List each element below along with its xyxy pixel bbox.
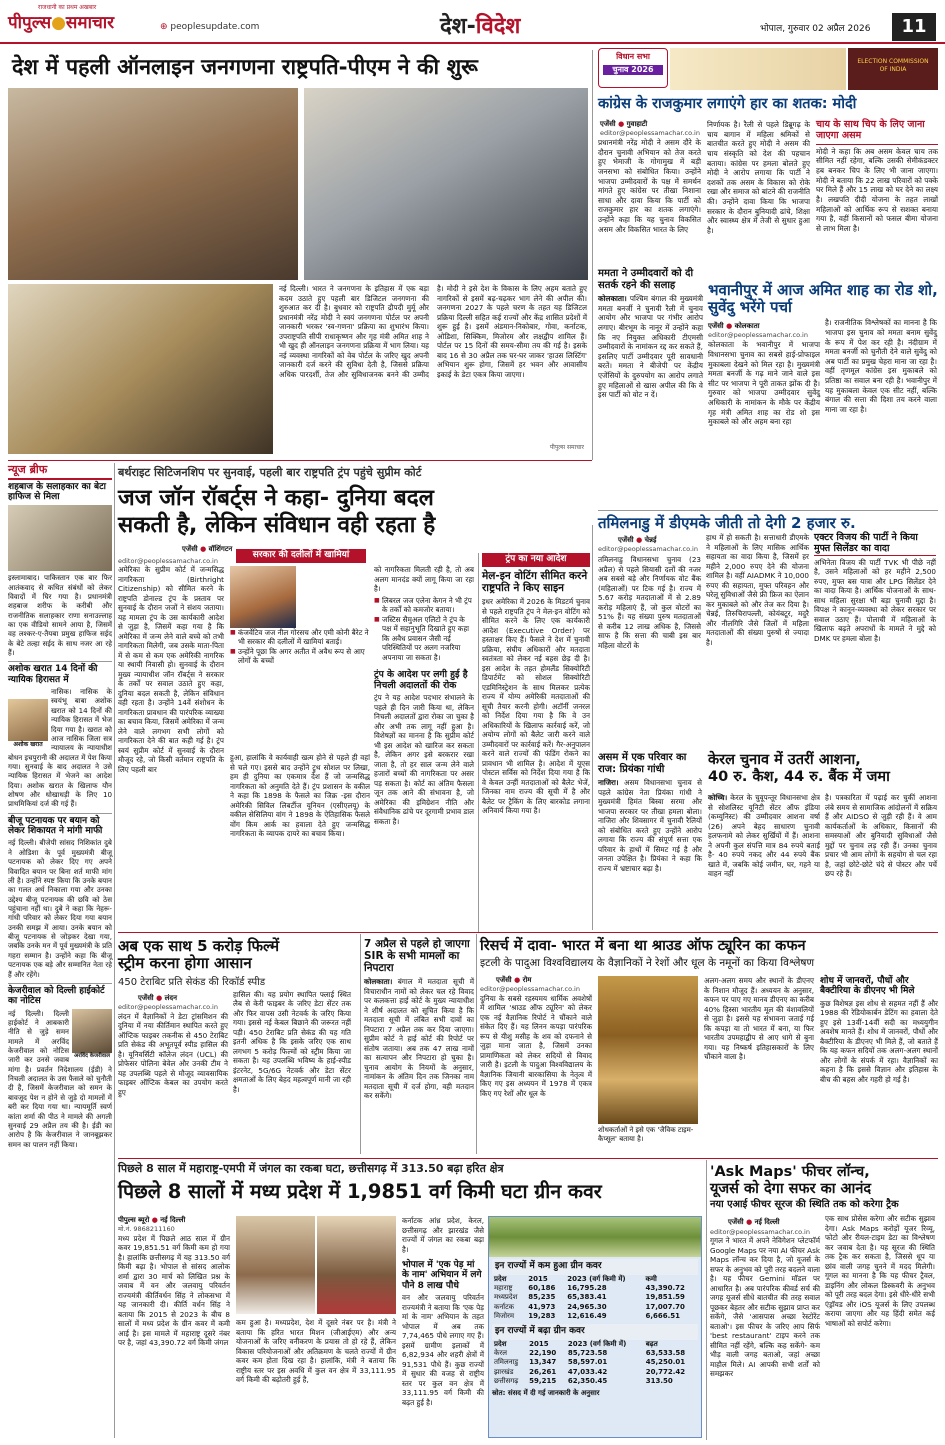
court-col1-text: अमेरिका के सुप्रीम कोर्ट में जन्मसिद्ध नागरिकता (Birthright Citizenship) को सीमित करने के राष्ट्रपति डोनाल्ड ट्रंप के प्रस्ताव पर सुनवाई के दौरान जजों ने संशय जताया। यह मामला ट्रंप के उस कार्यकारी आदेश से जुड़ा है, जिसमें कहा गया है कि अमेरिका में जन्म लेने वाले बच्चे को तभी नागरिकता मिलेगी, जब उसके माता-पिता में से कम से कम एक अमेरिकी नागरिक या स्थायी निवासी हो। सुनवाई के दौरान मुख्य न्यायाधीश जॉन रॉबर्ट्स ने सरकार के तर्कों पर सवाल उठाते हुए कहा, दुनिया बदल सकती है, लेकिन संविधान वही रहता है। उन्होंने 14वें संशोधन के नागरिकता प्रावधान की पारंपरिक व्याख्या का बचाव किया, जिसमें अमेरिका में जन्म लेने वाले लगभग सभी लोगों को नागरिकता देने की बात कही गई है। ट्रंप स्वयं सुप्रीम कोर्ट में सुनवाई के दौरान मौजूद रहे, जो किसी वर्तमान राष्ट्रपति के लिए पहली बार [118,565,224,774]
column-divider [478,553,479,933]
mailin-story [482,553,590,816]
location-pin-icon: ● [514,976,521,984]
modi-side-text: मोदी ने कहा कि अब असम केवल चाय तक सीमित नहीं रहेगा, बल्कि उसकी सेमीकंडक्टर हब बनकर चिप के लिए भी जाना जाएगा। मोदी ने बताया कि 22 लाख परिवारों को पक्के घर मिले हैं और 15 लाख को घर देने का लक्ष्य है। लखपति दीदी योजना के तहत लाखों महिलाओं को आर्थिक रूप से सशक्त बनाया गया है, वहीं किसानों को फसल बीमा योजना से लाभ मिला है। [816,146,938,233]
brief-s3-text: नई दिल्ली। बीजेपी सांसद निशिकांत दुबे ने ओडिशा के पूर्व मुख्यमंत्री बीजू पटनायक को लेकर दिए गए अपने विवादित बयान पर बिना शर्त माफी मांग ली है। उन्होंने स्पष्ट किया कि उनके बयान का गलत अर्थ निकाला गया और उनका उद्देश्य बीजू पटनायक की छवि को ठेस पहुंचाना नहीं था। दुबे ने कहा कि नेहरू-गांधी परिवार को लेकर दिया गया बयान उनकी समझ में आया। उनके बयान को बीजू पटनायक से जोड़कर देखा गया, जबकि उनके मन में पूर्व मुख्यमंत्री के प्रति गहरा सम्मान है। उन्होंने कहा कि बीजू पटनायक एक बड़े और सम्मानित नेता रहे हैं और रहेंगे। [8,838,112,979]
shroud-email: editor@peoplessamachar.co.in [480,985,580,994]
section-title-a: देश- [440,14,476,39]
table-cell: 313.50 [645,1376,673,1385]
shroud-side-text: कुछ विशेषज्ञ इस शोध से सहमत नहीं हैं और 1988 की रेडियोकार्बन डेटिंग का हवाला देते हुए इसे 13वीं-14वीं सदी का मध्ययुगीन अवशेष मानते हैं। शोध में जानवरों, पौधों और बैक्टीरिया के डीएनए भी मिले हैं, जो बताते हैं कि यह कफन सदियों तक अलग-अलग स्थानों और लोगों के संपर्क में रहा। वैज्ञानिकों का कहना है कि इससे विज्ञान और इतिहास के बीच की बहस और गहरी हो गई है। [820,998,938,1084]
court-place: वॉशिंगटन [208,545,233,553]
horizontal-rule [118,1158,938,1159]
census-caption-text: नई दिल्ली। भारत ने जनगणना के इतिहास में एक बड़ा कदम उठाते हुए पहली बार डिजिटल जनगणना की शुरुआत कर दी है। बुधवार को राष्ट्रपति द्रौपदी मुर्मू और प्रधानमंत्री नरेंद्र मोदी ने स्वयं जनगणना पोर्टल पर अपनी जानकारी भरकर 'स्व-गणना' प्रक्रिया का शुभारंभ किया। उपराष्ट्रपति सीपी राधाकृष्णन और गृह मंत्री अमित शाह ने भी खुद ही ऑनलाइन जनगणना प्रक्रिया में भाग लिया। यह नई व्यवस्था नागरिकों को वेब पोर्टल के जरिए खुद अपनी जानकारी दर्ज करने की सुविधा देती है, जिससे प्रक्रिया अधिक पारदर्शी, तेज और सुविधाजनक बनने की उम्मीद है। मोदी ने इसे देश के विकास के लिए अहम बताते हुए नागरिकों से इसमें बढ़-चढ़कर भाग लेने की अपील की। जनगणना 2027 के पहले चरण के तहत यह डिजिटल प्रक्रिया दिल्ली सहित कई राज्यों और केंद्र शासित प्रदेशों में शुरू हुई है। इसमें अंडमान-निकोबार, गोवा, कर्नाटक, ओडिशा, सिक्किम, मिजोरम और लक्षद्वीप शामिल हैं। पोर्टल पर 15 दिनों की समय-सीमा तय की गई है। इसके बाद 16 से 30 अप्रैल तक घर-घर जाकर 'हाउस लिस्टिंग' अभियान शुरू होगा, जिसमें हर भवन और आवासीय इकाई के डेटा एकत्र किया जाएगा। [279,284,587,379]
green-place: नई दिल्ली [160,1216,186,1224]
shah-email: editor@peoplessamachar.co.in [708,330,808,339]
ott-headline [118,938,354,973]
tn-side-box [814,533,936,650]
column-divider [706,1160,707,1440]
election-tag-line1: विधान सभा [616,52,650,61]
news-brief-label: न्यूज ब्रीफ [8,463,112,480]
brief-s3-head: बीजू पटनायक पर बयान को लेकर शिकायत ने मांगी माफी [8,813,112,837]
green-subhead: भोपाल में 'एक पेड़ मां के नाम' अभियान में लगे पौने 8 लाख पौधे [402,1260,482,1291]
shroud-agency: एजेंसी [496,976,512,984]
green-kicker: पिछले 8 साल में महाराष्ट्र-एमपी में जंगल का रकबा घटा, छत्तीसगढ़ में 313.50 बढ़ा हरित क्षेत्र [118,1162,504,1175]
green-mobile: मो.नं. 9868211160 [118,1225,175,1234]
section-title [440,12,520,41]
column-divider [592,50,593,460]
court-story [118,463,590,933]
table-row [492,1368,698,1377]
shroud-place: रोम [522,976,532,984]
logo-part2: समाचार [65,12,115,33]
census-caption [279,284,587,444]
green-story [118,1160,702,1442]
table-cell: 19,851.59 [645,1293,685,1302]
shroud-subhead: इटली के पादुआ विश्वविद्यालय के वैज्ञानिकों ने रेशों और धूल के नमूनों का किया विश्लेषण [480,956,815,969]
column-divider [476,934,477,1154]
ott-email: editor@peoplessamachar.co.in [118,1002,218,1011]
brief-s2-photo[interactable] [8,699,48,749]
priyanka-place: नाजिरा। [598,778,619,787]
table-header-cell: 2023 (वर्ग किमी में) [567,1274,626,1283]
court-box-bullet-2: ■ उन्होंने पूछा कि अगर अतीत में अवैध रूप से आए लोगों के बच्चों [230,647,370,666]
table-header-cell: प्रदेश [494,1339,507,1348]
table-cell: महाराष्ट्र [494,1284,513,1293]
table-cell: 60,186 [528,1284,556,1293]
ott-place: लंदन [164,993,177,1002]
census-headline: देश में पहली ऑनलाइन जनगणना राष्ट्रपति-पीएम ने की शुरू [12,55,478,80]
court-col2-text: हुआ, हालांकि वे कार्यवाही खत्म होने से पहले ही वहां से चले गए। इससे बाद उन्होंने ट्रुथ सोशल पर लिखा, हम ही दुनिया का एकमात्र देश हैं जो जन्मसिद्ध नागरिकता को अनुमति देते हैं। ट्रंप प्रशासन के वकील ने कहा कि 1898 के फैसले का जिक्र -इस दौरान अमेरिकी सिविल लिबर्टीज यूनियन (एसीएलयू) के वकील सेसिलिया वांग ने 1898 के ऐतिहासिक फैसले वोंग किम आर्क का हवाला देते हुए जन्मसिद्ध नागरिकता के व्यापक दायरे का बचाव किया। [230,753,370,838]
green-col3: कर्नाटक आंध्र प्रदेश, केरल, छत्तीसगढ़ और झारखंड जैसे राज्यों में जंगल का रकबा बढ़ा है। [402,1216,484,1254]
mailin-headline: मेल-इन वोटिंग सीमित करने राष्ट्रपति ने किए साइन [482,569,588,594]
brief-s2-body [8,687,112,809]
ott-story [118,934,354,1156]
maps-agency: एजेंसी [728,1218,744,1227]
tn-story [598,510,938,755]
mamata-place: कोलकाता। [598,294,627,303]
tn-headline: तमिलनाडु में डीएमके जीती तो देगी 2 हजार रु. [598,514,856,532]
newspaper-logo[interactable] [8,4,158,38]
census-photo-credit: पीपुल्स समाचार [549,444,584,451]
table-cell: कर्नाटक [494,1302,514,1311]
court-box-bullet-3: ■ लिबरल जज एलेना केगन ने भी ट्रंप के तर्कों को कमजोर बताया। [374,596,474,615]
green-table-decrease [492,1275,698,1321]
modi-byline [600,120,647,129]
table-cell: 58,597.01 [567,1358,608,1367]
green-subtext: वन और जलवायु परिवर्तन राज्यमंत्री ने बताया कि 'एक पेड़ मां के नाम' अभियान के तहत भोपाल में अब तक 7,74,465 पौधे लगाए गए हैं। इसमें ग्रामीण इलाकों में 6,82,934 और शहरी क्षेत्रों में 91,531 पौधे हैं। कुछ राज्यों में सुधार की वजह से राष्ट्रीय स्तर पर कुल वन क्षेत्र में 33,111.95 वर्ग किमी की बढ़त हुई है। [402,1293,484,1407]
shroud-col1: दुनिया के सबसे रहस्यमय धार्मिक अवशेषों में शामिल 'श्राउड ऑफ ट्यूरिन' को लेकर एक नई वैज्ञानिक रिपोर्ट ने चौंकाने वाले संकेत दिए हैं। यह लिनन कपड़ा पारंपरिक रूप से यीशु मसीह के शव को दफनाने से जुड़ा माना जाता है, जिसमें उनका प्रामाणिकता को लेकर सदियों से विवाद जारी है। इटली के पादुआ विश्वविद्यालय के वैज्ञानिक जियानी बारकासिया के नेतृत्व में किए गए इस अध्ययन में 1978 में एकत्र किए गए रेशों और धूल के [480,993,592,1098]
modi-side-head: चाय के साथ चिप के लिए जाना जाएगा असम [816,120,938,145]
website-link[interactable] [160,22,259,34]
table-header-cell: 2023 (वर्ग किमी में) [567,1339,627,1348]
green-byline [118,1216,230,1225]
table-cell: 26,261 [529,1367,557,1376]
green-photos [236,1216,396,1314]
kerala-col1 [708,793,820,879]
table-cell: 85,723.58 [567,1349,608,1358]
brief-s2-photo-name: अशोक खरात [13,741,43,749]
green-table2-title: इन राज्यों में बढ़ा ग्रीन कवर [492,1324,698,1340]
brief-s4-photo[interactable] [72,1009,112,1060]
court-subhead: ट्रंप के आदेश पर लगी हुई है निचली अदालतों की रोक [374,669,468,691]
shroud-story [480,934,938,1156]
court-agency: एजेंसी [182,545,198,553]
table-cell: 19,283 [528,1311,556,1320]
table-row [492,1358,698,1367]
brief-s1-head: शहबाज के सलाहकार का बेटा हाफिज से मिला [8,481,106,502]
sir-text [364,977,474,1101]
maps-story [710,1160,938,1442]
logo-separator-icon: ● [51,12,66,33]
table-header-row [492,1275,698,1284]
brief-s1-photo[interactable] [8,505,112,571]
table-cell: झारखंड [494,1367,514,1376]
green-photo-minister-2[interactable] [317,1216,396,1314]
mamata-headline: ममता ने उम्मीदवारों को दी सतर्क रहने की सलाह [598,268,694,291]
ott-headline-line2: स्ट्रीम करना होगा आसान [118,954,252,973]
mamata-text [598,294,703,400]
tn-place: चेन्नई [644,536,657,545]
ott-col2: हासिल की। यह प्रयोग स्थापित फ्लाई स्थित लैब से केरी फाइबर के जरिए डेटा सेंटर तक और फिर वापस उसी नेटवर्क के जरिए किया गया। इससे नई केबल बिछाने की जरूरत नहीं पड़ी। 450 टेराबिट प्रति सेकंड की यह गति इतनी अधिक है कि इसके जरिए एक साथ लगभग 5 करोड़ फिल्मों को स्ट्रीम किया जा सकता है। यह उपलब्धि भविष्य के हाई-स्पीड इंटरनेट, 5G/6G नेटवर्क और डेटा सेंटर क्षमताओं के लिए बेहद महत्वपूर्ण मानी जा रही है। [233,989,351,1094]
kerala-place: कोच्चि। [708,793,728,803]
column-divider [360,934,361,1154]
banner-line2: OF INDIA [879,66,907,74]
maps-email: editor@peoplessamachar.co.in [710,1227,810,1236]
mailin-text: इधर अमेरिका में 2026 के मिडटर्म चुनाव से पहले राष्ट्रपति ट्रंप ने मेल-इन वोटिंग को सीमित करने के लिए एक कार्यकारी आदेश (Executive Order) पर हस्ताक्षर किए हैं। फैसले ने देश में चुनावी प्रक्रिया, संघीय अधिकारों और मतदाता स्वतंत्रता को लेकर नई बहस छेड़ दी है। इस आदेश के तहत होमलैंड सिक्योरिटी डिपार्टमेंट को सोशल सिक्योरिटी एडमिनिस्ट्रेशन के साथ मिलकर प्रत्येक राज्य में योग्य अमेरिकी मतदाताओं की सूची तैयार करनी होगी। अटॉर्नी जनरल को निर्देश दिया गया है कि वे उन अधिकारियों के खिलाफ कार्रवाई करें, जो अयोग्य लोगों को बैलेट जारी करने वाले उम्मीदवारों पर कार्रवाई करें। गैर-अनुपालन करने वाले राज्यों की फंडिंग रोकने का प्रावधान भी शामिल है। आदेश में यूएस पोस्टल सर्विस को निर्देश दिया गया है कि वे केवल उन्हीं मतदाताओं को बैलेट भेजें, जिनका नाम राज्य की सूची में है और बैलेट पर ट्रैकिंग के लिए बारकोड लगाना अनिवार्य किया गया है। [482,597,590,815]
green-table-increase [492,1340,698,1386]
table-cell: छत्तीसगढ़ [494,1376,519,1385]
website-text: peoplesupdate.com [170,22,260,32]
column-divider [592,525,593,930]
court-box [230,549,370,749]
priyanka-body: असम विधानसभा चुनाव से पहले कांग्रेस नेता प्रियंका गांधी ने मुख्यमंत्री हिमंत बिस्वा सरमा और भाजपा सरकार पर तीखा हमला बोला। नाजिरा और शिवसागर में चुनावी रैलियों को संबोधित करते हुए उन्होंने आरोप लगाया कि राज्य की संपूर्ण सत्ता एक परिवार के हाथों में सिमट गई है और जनता उपेक्षित है। प्रियंका ने कहा कि राज्य में भ्रष्टाचार बढ़ा है। [598,778,702,873]
page-number: 11 [892,13,936,41]
location-pin-icon: ● [726,321,733,330]
court-col2 [230,753,370,839]
tn-agency: एजेंसी [618,536,634,545]
maps-place: नई दिल्ली [754,1218,780,1227]
green-byline-block [118,1216,230,1348]
modi-agency: एजेंसी [600,120,616,128]
table-cell: तमिलनाडु [494,1358,519,1367]
kerala-story [708,752,938,932]
court-col1 [118,565,224,774]
court-col3-text: को नागरिकता मिलती रही है, तो अब अलग मानदंड क्यों लागू किया जा रहा है। [374,565,474,593]
horizontal-rule [8,460,592,461]
table-header-cell: 2015 [528,1274,548,1283]
location-pin-icon: ● [151,1216,158,1224]
maps-subhead: नया एआई फीचर सूरज की स्थिति तक को करेगा ट्रैक [710,1199,899,1211]
location-pin-icon: ● [618,120,625,128]
table-row [492,1303,698,1312]
logo-part1: पीपुल्स [8,12,52,33]
modi-col1-text: प्रधानमंत्री नरेंद्र मोदी ने असम दौरे के दौरान चुनावी अभियान को तेज करते हुए भेमाजी के गोगामुख में बड़ी जनसभा को संबोधित किया। उन्होंने भाजपा उम्मीदवारों के पक्ष में समर्थन मांगते हुए कांग्रेस पर तीखा निशाना साधा और दावा किया कि पार्टी को राजकुमार हार का शतक लगाएंगे। उन्होंने कहा कि यह चुनाव विकसित असम और विकसित भारत के लिए [598,138,701,234]
table-header-row [492,1340,698,1349]
dateline: भोपाल, गुरुवार 02 अप्रैल 2026 [760,24,871,34]
modi-headline: कांग्रेस के राजकुमार लगाएंगे हार का शतक: मोदी [598,96,857,112]
maps-headline [710,1164,938,1197]
court-col4-text: ट्रंप ने यह आदेश पदभार संभालने के पहले ही दिन जारी किया था, लेकिन निचली अदालतों द्वारा रोका जा चुका है और अभी तक लागू नहीं हुआ है। विशेषज्ञों का मानना है कि सुप्रीम कोर्ट भी इस आदेश को खारिज कर सकता है, लेकिन अगर इसे बरकरार रखा जाता है, तो हर साल जन्म लेने वाले हजारों बच्चों की नागरिकता पर असर पड़ सकता है। कोर्ट का अंतिम फैसला जून तक आने की संभावना है, जो अमेरिका की इमिग्रेशन नीति और संवैधानिक ढांचे पर दूरगामी प्रभाव डाल सकता है। [374,693,474,826]
modi-col2-text: निर्णायक है। रैली से पहले डिब्रूगढ़ के चाय बागान में महिला श्रमिकों से बातचीत करते हुए मोदी ने असम की चाय संस्कृति को देश की पहचान बताया। कांग्रेस पर हमला बोलते हुए मोदी ने आरोप लगाया कि पार्टी ने दशकों तक असम के विकास को रोके रखा और समाज को बांटने की राजनीति की। उन्होंने दावा किया कि भाजपा सरकार के दौरान बुनियादी ढांचे, शिक्षा और स्वास्थ्य क्षेत्र में तेजी से सुधार हुआ है। [707,120,810,235]
tn-col1: तमिलनाडु विधानसभा चुनाव (23 अप्रैल) से पहले सियासी दलों की नजर अब सबसे बड़े और निर्णायक वोट बैंक (महिलाओं) पर टिक गई है। राज्य में 5.67 करोड़ मतदाताओं में से 2.89 करोड़ महिलाएं हैं, जो कुल वोटरों का 51% हैं। यह संख्या पुरुष मतदाताओं से करीब 12 लाख अधिक है, जिससे साफ है कि सत्ता की चाबी इस बार महिला वोटरों के [598,555,701,650]
election-commission-banner [848,48,938,90]
priyanka-text [598,778,702,873]
table-cell: 12,616.49 [567,1311,607,1320]
banner-line1: ELECTION COMMISSION [857,58,929,65]
maps-headline-line1: 'Ask Maps' फीचर लॉन्च, [710,1164,870,1180]
ott-agency: एजेंसी [138,993,154,1002]
tn-email: editor@peoplessamachar.co.in [598,545,698,554]
shroud-col2: अलग-अलग समय और स्थानों के डीएनए के निशान मौजूद हैं। अध्ययन के अनुसार, कफन पर पाए गए मानव डीएनए का करीब 40% हिस्सा भारतीय मूल की वंशावलियों से जुड़ा है। इससे यह संभावना जताई गई कि कपड़ा या तो भारत में बना, या फिर भारतीय उपमहाद्वीप से आए धागे से बुना गया। यह निष्कर्ष इतिहासकारों के लिए चौंकाने वाला है। [704,976,814,1061]
census-photo-pm[interactable] [304,88,588,280]
green-col1: मध्य प्रदेश में पिछले आठ साल में ग्रीन कवर 19,851.51 वर्ग किमी कम हो गया है। हालांकि छत्तीसगढ़ में यह 313.50 वर्ग किमी बढ़ा है। भोपाल से सांसद आलोक शर्मा द्वारा 30 मार्च को लिखित प्रश्न के जवाब में वन और जलवायु परिवर्तन राज्यमंत्री कीर्तिवर्धन सिंह ने लोकसभा में यह जानकारी दी। कीर्ति वर्धन सिंह ने बताया कि 2015 से 2023 के बीच 8 सालों में मध्य प्रदेश के ग्रीन कवर में कमी आई है। इस मामले में महाराष्ट्र दूसरे नंबर पर है, जहां 43,390.72 वर्ग किमी जंगल [118,1233,230,1348]
table-header-cell: कमी [645,1274,657,1283]
court-box-bullet-1: ■ कंजर्वेटिव जज नील गोरसच और एमी कोनी बैरेट ने भी सरकार की दलीलों में खामियां बताई। [230,628,370,647]
shah-place: कोलकाता [734,321,760,330]
table-header-cell: 2015 [529,1339,549,1348]
table-row [492,1284,698,1293]
tn-side-text: अभिनेता विजय की पार्टी TVK भी पीछे नहीं है, उसने महिलाओं को हर महीने 2,500 रुपए, मुफ्त बस यात्रा और LPG सिलेंडर देने का वादा किया है। आर्थिक योजनाओं के साथ-साथ महिला सुरक्षा भी बड़ा चुनावी मुद्दा है। विपक्ष ने कानून-व्यवस्था को लेकर सरकार पर सवाल उठाए हैं। पोलाची में महिलाओं के खिलाफ बढ़ते अपराधों के मामले ने मुद्दे को DMK पर हमला बोला है। [814,557,936,643]
brief-s4-head: केजरीवाल को दिल्ली हाईकोर्ट का नोटिस [8,983,112,1007]
ott-col1: लंदन में वैज्ञानिकों ने डेटा ट्रांसमिशन की दुनिया में नया कीर्तिमान स्थापित करते हुए ऑप्टिक फाइबर तकनीक से 450 टेराबिट प्रति सेकंड की अभूतपूर्व स्पीड हासिल की है। यूनिवर्सिटी कॉलेज लंदन (UCL) की प्रोफेसर पोलिना बेवेल और उनकी टीम ने यह उपलब्धि पहले से मौजूद व्यावसायिक फाइबर ऑप्टिक केबल का उपयोग करते हुए [118,1011,228,1097]
green-tables [488,1216,702,1438]
location-pin-icon: ● [200,545,207,553]
green-col2-block [236,1318,396,1385]
location-pin-icon: ● [156,993,163,1002]
section-title-b: विदेश [475,14,521,39]
brief-s4-text: नई दिल्ली। दिल्ली हाईकोर्ट ने आबकारी नीति से जुड़े समन मामले में अरविंद केजरीवाल को नोटिस जारी कर उनसे जवाब मांगा है। प्रवर्तन निदेशालय (ईडी) ने निचली अदालत के उस फैसले को चुनौती दी है, जिसमें केजरीवाल को समन के बावजूद पेश न होने से जुड़े दो मामलों में बरी कर दिया गया था। न्यायमूर्ति स्वर्ण कांता शर्मा की पीठ ने मामले की अगली सुनवाई 29 अप्रैल तय की है। ईडी का आरोप है कि केजरीवाल ने जानबूझकर समन का पालन नहीं किया। [8,1008,112,1149]
table-cell: 43,390.72 [645,1284,685,1293]
table-header-cell: प्रदेश [494,1274,507,1283]
green-col2: कम हुआ है। मध्यप्रदेश, देश में दूसरे नंबर पर है। मंत्री ने बताया कि हरित भारत मिशन (जीआईएम) और अन्य योजनाओं के जरिए वनीकरण के प्रयास तो हो रहे हैं, लेकिन विकास परियोजनाओं और अतिक्रमण के चलते राज्यों में ग्रीन कवर कम होता दिख रहा है। हालांकि, मंत्री ने बताया कि राष्ट्रीय स्तर पर इस अवधि में कुल वन क्षेत्र में 33,111.95 वर्ग किमी की बढ़ोतरी हुई है, [236,1318,396,1384]
table-cell: 62,350.45 [567,1376,608,1385]
table-cell: मध्यप्रदेश [494,1293,518,1302]
court-email: editor@peoplessamachar.co.in [118,557,218,565]
court-box-bullet-4: ■ जस्टिस सैमुअल एलिटो ने ट्रंप के पक्ष में सहानुभूति दिखाते हुए कहा कि अवैध प्रवासन जैसी नई परिस्थितियों पर अलग नजरिया अपनाया जा सकता है। [374,615,474,663]
table-cell: 13,347 [529,1358,557,1367]
shah-agency: एजेंसी [708,321,724,330]
modi-side-box [816,120,938,233]
green-headline: पिछले 8 सालों में मध्य प्रदेश में 1,9851 वर्ग किमी घटा ग्रीन कवर [118,1179,602,1203]
green-col3-block [402,1216,484,1407]
kerala-headline-line2: 40 रु. कैश, 44 रु. बैंक में जमा [708,768,890,785]
census-photo-shah[interactable] [8,284,273,454]
table-row [492,1312,698,1321]
kerala-headline-line1: केरल चुनाव में उतरीं आशना, [708,752,861,768]
kerala-col1-text: केरल के चुवूपन्तूर विधानसभा क्षेत्र से सोशलिस्ट यूनिटी सेंटर ऑफ इंडिया (कम्युनिस्ट) की उम्मीदवार आशना वर्षा (26) अपने बेहद साधारण चुनावी हलफनामे को लेकर सुर्खियों में हैं। आशना ने अपनी कुल संपत्ति मात्र 84 रुपये बताई है- 40 रुपये नकद और 44 रुपये बैंक खाते में, जबकि कोई जमीन, घर, गहने या वाहन नहीं [708,793,820,879]
shroud-headline: रिसर्च में दावा- भारत में बना था श्राउड ऑफ ट्यूरिन का कफन [480,938,806,954]
court-box-label: सरकार की दलीलों में खामियां [236,549,366,563]
court-kicker: बर्थराइट सिटिजनशिप पर सुनवाई, पहली बार राष्ट्रपति ट्रंप पहुंचे सुप्रीम कोर्ट [118,466,422,479]
tn-side-head: एक्टर विजय की पार्टी ने किया मुफ्त सिलेंडर का वादा [814,533,936,556]
table-row [492,1349,698,1358]
court-headline-line1: जज जॉन रॉबर्ट्स ने कहा- दुनिया बदल [118,485,434,511]
mamata-body: पश्चिम बंगाल की मुख्यमंत्री ममता बनर्जी ने चुनावी रैली में चुनाव आयोग और भाजपा पर गंभीर आरोप लगाए। बीरभूम के नानूर में उन्होंने कहा कि नए नियुक्त अधिकारी टीएमसी उम्मीदवारों के नामांकन रद्द कर सकते हैं, इसलिए पार्टी उम्मीदवार पूरी सावधानी बरतें। ममता ने बीजेपी पर केंद्रीय एजेंसियों के दुरुपयोग का आरोप लगाते हुए महिलाओं से खास अपील की कि वे इस पार्टी को वोट न दें। [598,294,703,400]
table-cell: केरल [494,1349,507,1358]
maps-col2: एक साथ प्रोसेस करेगा और सटीक सुझाव देगा। Ask Maps करोड़ों यूजर रिव्यू, फोटो और रीयल-टाइम डेटा का विश्लेषण कर जवाब देता है। यह सूरज की स्थिति तक ट्रैक कर सकता है, जिससे धूप या छांव वाली जगह चुनने में मदद मिलेगी। गूगल का मानना है कि यह फीचर ट्रैवल, डाइनिंग और लोकल डिस्कवरी के अनुभव को पूरी तरह बदल देगा। इसे धीरे-धीरे सभी एंड्रॉयड और iOS यूजर्स के लिए उपलब्ध कराया जाएगा और यह हिंदी समेत कई भाषाओं को सपोर्ट करेगा। [825,1214,935,1328]
logo-wordmark [8,12,158,34]
court-headline [118,485,590,540]
table-cell: 65,383.41 [567,1293,607,1302]
table-cell: 17,007.70 [645,1302,685,1311]
column-divider [114,463,115,1438]
brief-s2-head: अशोक खरात 14 दिनों की न्यायिक हिरासत में [8,661,112,685]
table-cell: 41,973 [528,1302,556,1311]
table-cell: 24,965.30 [567,1302,607,1311]
kerala-columns [708,793,938,879]
sir-place: कोलकाता। [364,977,393,987]
table-cell: 20,772.42 [645,1367,686,1376]
horizontal-rule [118,932,938,933]
table-cell: 47,033.42 [567,1367,608,1376]
shroud-photo-block [598,976,698,1152]
globe-icon: ⊕ [160,22,168,32]
green-byline-name: पीपुल्स ब्यूरो [118,1216,150,1224]
location-pin-icon: ● [746,1218,753,1227]
shah-headline: भवानीपुर में आज अमित शाह का रोड शो, सुवेंदु भरेंगे पर्चा [708,281,938,317]
modi-col2 [707,120,810,236]
shroud-byline-block [480,976,592,1098]
census-story [8,50,588,458]
mailin-label: ट्रंप का नया आदेश [482,553,590,567]
modi-story [598,48,938,235]
green-photo-minister-1[interactable] [236,1216,315,1314]
trump-photo[interactable] [230,566,296,628]
logo-tagline: राजधानी का प्रथम अखबार [38,4,97,11]
kerala-col2: है। पत्रकारिता में पढ़ाई कर चुकीं आशना लंबे समय से सामाजिक आंदोलनों में सक्रिय हैं और AIDSO से जुड़ी रही हैं। वे आम कार्यकर्ताओं के अधिकार, किसानों की समस्याओं और बुनियादी सुविधाओं जैसे मुद्दों पर चुनाव लड़ रही हैं। उनका चुनाव प्रचार भी आम लोगों के सहयोग से चल रहा है, जहां छोटे-छोटे चंदे से पोस्टर और पर्चे छप रहे हैं। [825,793,937,879]
shah-col1: कोलकाता के भवानीपुर में भाजपा विधानसभा चुनाव का सबसे हाई-प्रोफाइल मुकाबला देखने को मिल रहा है। मुख्यमंत्री ममता बनर्जी के गढ़ माने जाने वाले इस सीट पर भाजपा ने पूरी ताकत झोंक दी है। गुरुवार को भाजपा उम्मीदवार सुवेंदु अधिकारी के नामांकन के मौके पर केंद्रीय गृह मंत्री अमित शाह का रोड शो इस मुकाबले को और अहम बना रहा [708,340,820,427]
priyanka-headline: असम में एक परिवार का राज: प्रियंका गांधी [598,752,687,775]
brief-s4-photo-name: अरविंद केजरीवाल [74,1052,110,1059]
mamata-story [598,268,703,523]
shroud-byline [496,976,592,985]
green-table1-title: इन राज्यों में कम हुआ ग्रीन कवर [492,1259,698,1275]
maps-col1: गूगल ने भारत में अपने नेविगेशन प्लेटफॉर्म Google Maps पर नया AI फीचर Ask Maps लॉन्च कर दिया है, जो यूजर्स के सफर के अनुभव को पूरी तरह बदलने वाला है। यह फीचर Gemini मॉडल पर आधारित है। अब पारंपरिक कीवर्ड सर्च की जगह यूजर्स सीधे बातचीत की तरह सवाल पूछकर बेहतर और सटीक सुझाव प्राप्त कर सकेंगे, जैसे 'आसपास अच्छा रेस्टोरेंट बताओ'। इस फीचर के जरिए आप सिर्फ 'best restaurant' टाइप करने तक सीमित नहीं रहेंगे, बल्कि कह सकेंगे- कम भीड़ वाली जगह बताओ, जहां अच्छा माहौल मिले। AI आपकी सभी शर्तों को समझकर [710,1236,820,1379]
masthead [0,0,945,44]
shroud-side-head: शोध में जानवरों, पौधों और बैक्टीरिया के डीएनए भी मिले [820,976,915,997]
ott-headline-line1: अब एक साथ 5 करोड़ फिल्में [118,937,280,955]
table-cell: 45,250.01 [645,1358,686,1367]
court-byline [182,545,232,554]
tn-col2: हाथ में हो सकती है। सत्ताधारी डीएमके ने महिलाओं के लिए मासिक आर्थिक सहायता का वादा किया है, जिसमें हर महीने 2,000 रुपए देने की योजना शामिल है। वहीं AIADMK ने 10,000 रुपए की सहायता, मुफ्त परिवहन और घरेलू सुविधाओं जैसे फ्री फ्रिज का ऐलान कर मुकाबले को और तेज कर दिया है। चेन्नई, तिरुचिरापल्ली, कोयंबटूर, मदुरै और नीलगिरि जैसे जिलों में महिला मतदाताओं की संख्या पुरुषों से ज्यादा है। [706,533,809,647]
table-cell: 22,190 [529,1349,557,1358]
table-row [492,1377,698,1386]
green-table-source: स्रोत: संसद में दी गई जानकारी के अनुसार [492,1389,600,1398]
shah-story [708,282,938,522]
priyanka-story [598,752,702,932]
shroud-col2-block [704,976,814,1062]
brief-s2-text: नासिक। नासिक के स्वयंभू बाबा अशोक खरात को 14 दिनों की न्यायिक हिरासत में भेज दिया गया है। खरात को आज नासिक जिला सत्र न्यायालय के न्यायाधीश बोधन इचपुरानी की अदालत में पेश किया गया। सुनवाई के बाद अदालत ने उसे न्यायिक हिरासत में भेजने का आदेश दिया। अशोक खरात के खिलाफ यौन शोषण और धोखाधड़ी के लिए 10 प्राथमिकियां दर्ज की गई हैं। [8,687,112,809]
sir-headline: 7 अप्रैल से पहले हो जाएगा SIR के सभी मामलों का निपटारा [364,938,470,975]
sir-story [364,934,474,1156]
table-cell: 85,235 [528,1293,556,1302]
table-cell: मिजोरम [494,1311,515,1320]
shah-col2: है। राजनीतिक विश्लेषकों का मानना है कि भाजपा इस चुनाव को ममता बनाम सुवेंदु के रूप में पेश कर रही है। नंदीग्राम में ममता बनर्जी को चुनौती देने वाले सुवेंदु को अब पार्टी का प्रमुख चेहरा माना जा रहा है। वहीं तृणमूल कांग्रेस इस मुकाबले को प्रतिष्ठा का सवाल बना रही है। भवानीपुर में यह मुकाबला केवल एक सीट नहीं, बल्कि बंगाल की सत्ता की दिशा तय करने वाला माना जा रहा है। [825,318,937,414]
court-col3 [374,565,474,826]
table-cell: 59,215 [529,1376,557,1385]
election-tag-line2: चुनाव 2026 [603,65,663,76]
table-cell: 63,533.58 [645,1349,686,1358]
table-row [492,1293,698,1302]
election-tag [598,48,668,88]
brief-s4-photo-img [72,1009,112,1053]
kerala-headline [708,752,938,785]
table-header-cell: बढ़त [645,1339,658,1348]
modi-email: editor@peoplessamachar.co.in [600,129,700,137]
brief-s4-body [8,1009,112,1149]
sir-body: बंगाल में मतदाता सूची में विचाराधीन नामों को लेकर चल रहे विवाद पर कलकत्ता हाई कोर्ट के मुख्य न्यायाधीश ने शीर्ष अदालत को सूचित किया है कि मतदाता सूची में लंबित सभी दावों का निपटारा 7 अप्रैल तक कर दिया जाएगा। सुप्रीम कोर्ट ने हाई कोर्ट की रिपोर्ट पर संतोष जताया। अब तक 47 लाख नामों का सत्यापन और निपटारा हो चुका है। चुनाव आयोग के नियमों के अनुसार, नामांकन के अंतिम दिन तक जिनका नाम मतदाता सूची में दर्ज होगा, वही मतदान कर सकेंगे। [364,977,474,1101]
brief-s2-photo-img [8,699,48,741]
location-pin-icon: ● [636,536,643,545]
census-photo-president[interactable] [8,88,298,280]
shroud-side-box [820,976,938,1084]
news-brief-sidebar [8,463,112,1438]
shroud-photo[interactable] [598,976,698,1124]
table-cell: 16,795.28 [567,1284,607,1293]
green-forest-photo[interactable] [489,1217,701,1257]
ott-subhead: 450 टेराबिट प्रति सेकंड की रिकॉर्ड स्पीड [118,976,266,988]
court-headline-line2: सकती है, लेकिन संविधान वही रहता है [118,512,436,539]
modi-place: गुवाहाटी [626,120,648,128]
brief-s1-text: इस्लामाबाद। पाकिस्तान एक बार फिर आतंकवाद से कथित संबंधों को लेकर विवादों में घिर गया है। प्रधानमंत्री शहबाज शरीफ के करीबी और राजनीतिक सलाहकार राणा सनाउल्लाह का एक वीडियो सामने आया है, जिसमें वह लश्कर-ए-तैयबा प्रमुख हाफिज सईद के बेटे तल्हा सईद के साथ नजर आ रहे हैं। [8,573,112,658]
modi-col1 [598,138,701,234]
shroud-photo-caption: शोधकर्ताओं ने इसे एक 'जैविक टाइम-कैप्सूल' बताया है। [598,1126,694,1144]
maps-headline-line2: यूजर्स को देगा सफर का आनंद [710,1180,872,1197]
modi-banner-strip [670,48,846,90]
table-cell: 6,666.51 [645,1311,681,1320]
